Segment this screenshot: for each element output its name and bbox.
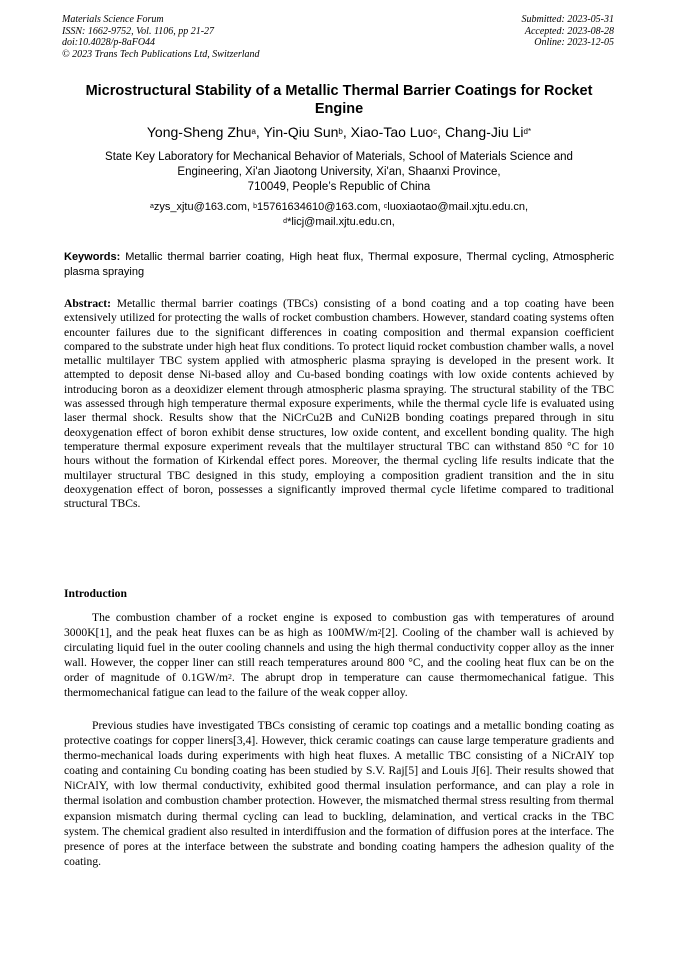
abstract-section [64, 297, 614, 511]
abstract-label: Abstract: [64, 297, 112, 310]
introduction-paragraph-1 [64, 610, 614, 701]
author-superscript: c [433, 127, 438, 136]
email-address[interactable]: zys_xjtu@163.com, [153, 201, 250, 213]
email-superscript: a [149, 203, 154, 210]
journal-header-left [62, 14, 260, 60]
email-address[interactable]: luoxiaotao@mail.xjtu.edu.cn, [387, 201, 529, 213]
affiliation-line: 710049, People’s Republic of China [247, 181, 431, 193]
submitted-date: Submitted: 2023-05-31 [521, 14, 614, 25]
author-list: Yong-Sheng Zhu$^a$, Yin-Qiu Sun$^b$, Xiao-Tao Luo$^c$, Chang-Jiu $Li^{d*}$ [146, 124, 532, 140]
email-line [66, 200, 612, 215]
author-name: Yin-Qiu Sun [263, 124, 339, 140]
keywords-text: Metallic thermal barrier coating, High heat flux, Thermal exposure, Thermal cycling, Atmospheric plasma spraying [64, 251, 615, 278]
paper-title: Microstructural Stability of a Metallic Thermal Barrier Coatings for Rocket Engine [85, 83, 593, 117]
keywords-label: Keywords: [64, 251, 121, 263]
author-superscript: d* [523, 127, 532, 136]
accepted-date: Accepted: 2023-08-28 [524, 25, 614, 37]
introduction-heading: Introduction [64, 587, 127, 600]
email-address[interactable]: *licj@mail.xjtu.edu.cn, [287, 216, 395, 228]
paragraph-text: The combustion chamber of a rocket engine is exposed to combustion gas with temperatures of around 3000K[1], and the peak heat fluxes can be as high as 100MW/m [64, 611, 614, 640]
affiliation-line: State Key Laboratory for Mechanical Behavior of Materials, School of Materials Science and [105, 151, 573, 163]
author-superscript: a [251, 127, 256, 136]
email-superscript: d [283, 218, 288, 225]
author-name: Xiao-Tao Luo [350, 124, 434, 140]
abstract-text: Metallic thermal barrier coatings (TBCs) consisting of a bond coating and a top coating have been extensively utilized for protecting the walls of rocket combustion chambers. However, standard coating systems often encounter failures due to the significant differences in coating composition and thermal expansion coefficient compared to the substrate under high heat flux conditions. To protect liquid rocket combustion chamber walls, a novel metallic multilayer TBC system applied with atmospheric plasma spraying is developed in the present work. It attempted to deposit dense Ni-based alloy and Cu-based bonding coatings with low oxide contents achieved by introducing boron as a deoxidizer element through atmospheric plasma spraying. The structural stability of the TBC was assessed through high temperature thermal exposure experiments, while the thermal cycle life is evaluated using laser thermal shock. Results show that the NiCrCu2B and CuNi2B bonding coatings prepared through in situ deoxygenation effect of boron exhibit dense structures, low oxide content, and excellent bonding quality. The high temperature thermal exposure experiment reveals that the multilayer structural TBC can withstand 850 °C for 10 hours without the formation of Kirkendal effect pores. Moreover, the thermal cycling life results indicate that the multilayer structural TBC designed in this study, employing a composition gradient transition and the in situ deoxygenation effect of boron, possesses a significantly improved thermal cycle lifetime compared to traditional structural TBCs. [64, 297, 614, 511]
journal-header-right [522, 14, 615, 49]
affiliation [66, 150, 612, 195]
email-address[interactable]: 15761634610@163.com, [256, 201, 381, 213]
author-emails [66, 200, 612, 230]
author-name: Chang-Jiu Li [444, 124, 524, 140]
author-superscript: b [338, 127, 343, 136]
superscript: 2 [228, 672, 232, 682]
email-superscript: b [253, 203, 257, 210]
author-name: Yong-Sheng Zhu [146, 124, 252, 140]
issn-line: ISSN: 1662-9752, Vol. 1106, pp 21-27 [62, 25, 215, 37]
email-superscript: c [383, 203, 388, 210]
superscript: 2 [377, 627, 382, 637]
doi-line: doi:10.4028/p-8aFO44 [62, 37, 156, 48]
keywords-section [64, 250, 614, 279]
affiliation-line: Engineering, Xi'an Jiaotong University, Xi'an, Shaanxi Province, [177, 166, 501, 178]
copyright-line: © 2023 Trans Tech Publications Ltd, Switzerland [62, 48, 260, 60]
paragraph-text: [2]. Cooling of the chamber wall is achieved by circulating liquid fuel in the outer cooling channels and using the high thermal conductivity copper alloy as the inner wall. However, the copper liner can still reach temperatures around 800 °C, and the cooling heat flux can be on the order of magnitude of 0.1GW/m [64, 626, 614, 685]
introduction-paragraph-2: Previous studies have investigated TBCs consisting of ceramic top coatings and a metallic bonding coating as protective coatings for copper liners[3,4]. However, thick ceramic coatings can cause large temperature gradients and thermo-mechanical loads during experiments with high heat fluxes. A metallic TBC consisting of a NiCrAlY top coating and containing Cu bonding coating has been studied by S.V. Raj[5] and Louis J[6]. Their results showed that NiCrAlY, with low thermal conductivity, exhibited good thermal insulation performance, and can play a role in thermal isolation and combustion chamber protection. However, the mismatched thermal stress resulting from thermal expansion mismatch during thermal cycling can lead to buckling, delamination, and vertical cracks in the TBC system. The chemical gradient also resulted in interdiffusion and the formation of diffusion pores at the interface. The presence of pores at the interface between the substrate and bonding coating hampers the adhesion quality of the coating. [64, 719, 614, 868]
journal-name: Materials Science Forum [62, 14, 164, 25]
paragraph-text: . The abrupt drop in temperature can cause thermomechanical fatigue. This thermomechanical fatigue can lead to the failure of the weak copper alloy. [64, 671, 614, 700]
email-line [66, 215, 612, 230]
online-date: Online: 2023-12-05 [534, 37, 614, 48]
